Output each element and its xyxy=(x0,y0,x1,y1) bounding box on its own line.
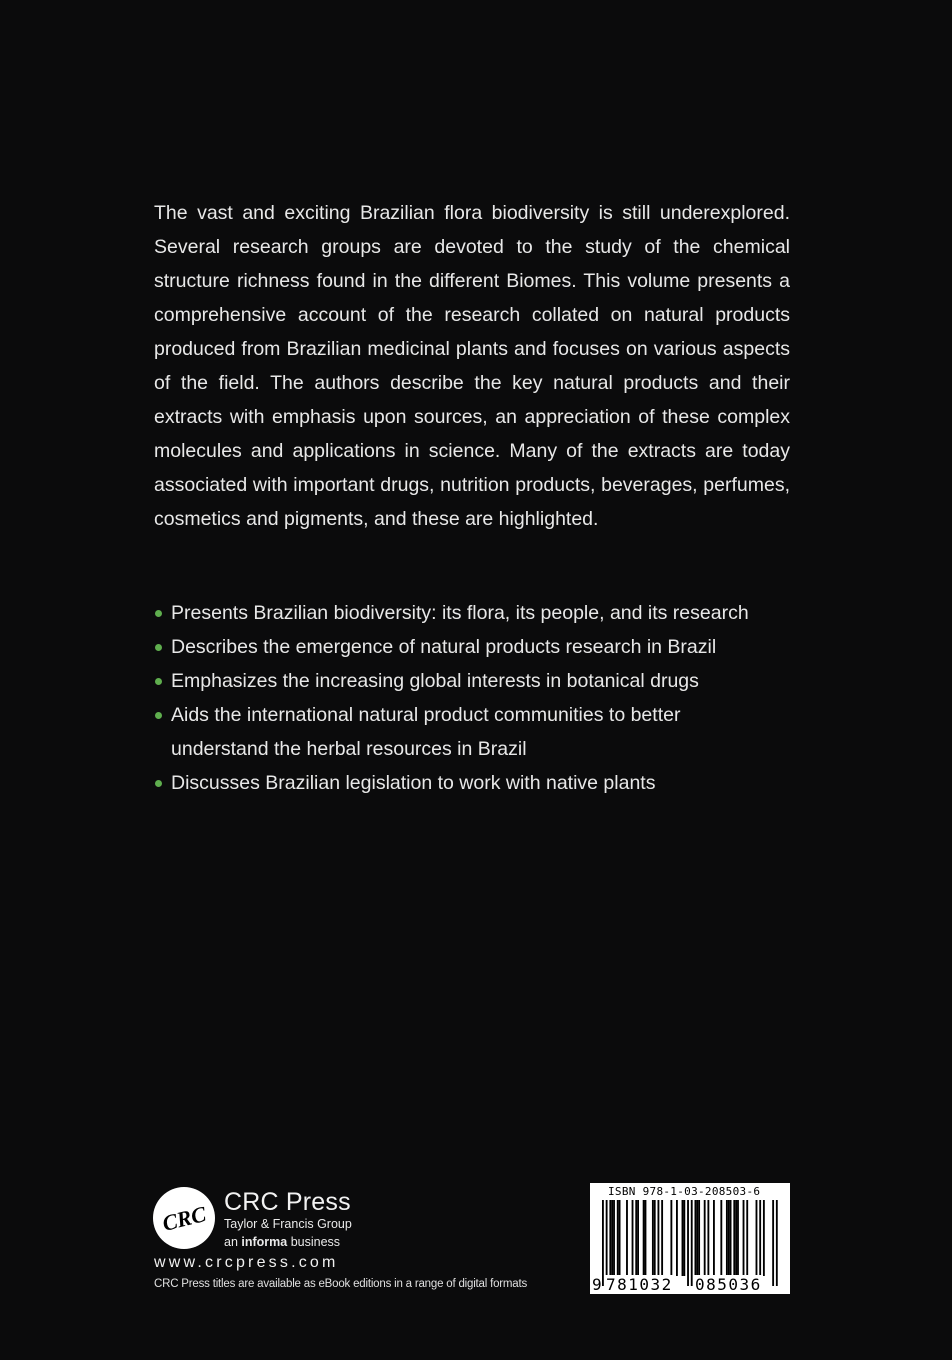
barcode-bar xyxy=(645,1200,647,1276)
barcode-bar xyxy=(763,1200,765,1276)
barcode-bar xyxy=(613,1200,615,1276)
barcode-left-digits: 781032 xyxy=(606,1275,673,1294)
barcode-bar xyxy=(683,1200,685,1276)
bullet-icon xyxy=(155,610,162,617)
ebook-note: CRC Press titles are available as eBook editions in a range of digital formats xyxy=(154,1278,528,1290)
barcode-bar xyxy=(632,1200,634,1276)
feature-item xyxy=(154,630,794,664)
barcode-bar xyxy=(698,1200,700,1276)
barcode-bar xyxy=(726,1200,728,1276)
barcode-bar xyxy=(661,1200,663,1276)
barcode-bar xyxy=(759,1200,761,1276)
barcode-bar xyxy=(619,1200,621,1276)
barcode-first-digit: 9 xyxy=(592,1275,602,1294)
isbn-label: ISBN 978-1-03-208503-6 xyxy=(608,1185,761,1198)
barcode-right-digits: 085036 xyxy=(695,1275,762,1294)
barcode-bar xyxy=(606,1200,608,1286)
barcode-bar xyxy=(696,1200,698,1276)
barcode-bar xyxy=(687,1200,689,1286)
barcode-bar xyxy=(756,1200,758,1276)
barcode-bar xyxy=(682,1200,684,1276)
barcode-bar xyxy=(720,1200,722,1276)
barcode-bar xyxy=(707,1200,709,1276)
barcode-bar xyxy=(654,1200,656,1276)
barcode-bar xyxy=(670,1200,672,1276)
feature-item xyxy=(154,698,794,766)
barcode-bar xyxy=(730,1200,732,1276)
barcode-bar xyxy=(611,1200,613,1276)
barcode-bar xyxy=(713,1200,715,1276)
crc-logo-text: CRC xyxy=(159,1201,209,1236)
publisher-website: www.crcpress.com xyxy=(154,1254,339,1271)
barcode-bar xyxy=(652,1200,654,1276)
feature-item xyxy=(154,766,794,800)
barcode-bar xyxy=(735,1200,737,1276)
bullet-icon xyxy=(155,780,162,787)
barcode-bar xyxy=(676,1200,678,1276)
barcode-bar xyxy=(743,1200,745,1276)
barcode-bar xyxy=(635,1200,637,1276)
barcode-bar xyxy=(691,1200,693,1286)
barcode-bar xyxy=(772,1200,774,1286)
informa-brand: informa xyxy=(241,1235,288,1249)
informa-suffix: business xyxy=(290,1235,341,1249)
barcode-bar xyxy=(602,1200,604,1286)
informa-line xyxy=(224,1235,340,1249)
feature-text: Emphasizes the increasing global interests in botanical drugs xyxy=(171,670,699,692)
bullet-icon xyxy=(155,712,162,719)
publisher-block xyxy=(152,1186,572,1306)
barcode-bar xyxy=(617,1200,619,1276)
feature-text: Discusses Brazilian legislation to work with native plants xyxy=(171,772,656,794)
feature-text: Describes the emergence of natural products research in Brazil xyxy=(171,636,717,658)
barcode-bar xyxy=(704,1200,706,1276)
crc-logo-icon xyxy=(152,1186,216,1250)
barcode-bar xyxy=(746,1200,748,1276)
feature-list xyxy=(154,596,794,800)
barcode-bar xyxy=(626,1200,628,1276)
publisher-name: CRC Press xyxy=(224,1188,351,1216)
bullet-icon xyxy=(155,644,162,651)
barcode-bar xyxy=(643,1200,645,1276)
barcode-bar xyxy=(728,1200,730,1276)
isbn-barcode xyxy=(590,1183,790,1294)
barcode-bar xyxy=(637,1200,639,1276)
barcode-bar xyxy=(737,1200,739,1276)
back-cover-description: The vast and exciting Brazilian flora biodiversity is still underexplored. Several research groups are devoted to the study of the chemical structure richness found in the different Biomes. This volume presents a comprehensive account of the research collated on natural products produced from Brazilian medicinal plants and focuses on various aspects of the field. The authors describe the key natural products and their extracts with emphasis upon sources, an appreciation of these complex molecules and applications in science. Many of the extracts are today associated with important drugs, nutrition products, beverages, perfumes, cosmetics and pigments, and these are highlighted. xyxy=(154,202,790,530)
barcode-bar xyxy=(776,1200,778,1286)
barcode-bar xyxy=(658,1200,660,1276)
barcode-bar xyxy=(695,1200,697,1276)
bullet-icon xyxy=(155,678,162,685)
publisher-group: Taylor & Francis Group xyxy=(224,1217,352,1231)
feature-item xyxy=(154,664,794,698)
feature-text: Presents Brazilian biodiversity: its flora, its people, and its research xyxy=(171,602,749,624)
barcode-bar xyxy=(733,1200,735,1276)
informa-prefix: an xyxy=(224,1235,238,1249)
feature-text: Aids the international natural product communities to better understand the herbal resources in Brazil xyxy=(171,704,681,760)
barcode-bar xyxy=(609,1200,611,1276)
feature-item xyxy=(154,596,794,630)
